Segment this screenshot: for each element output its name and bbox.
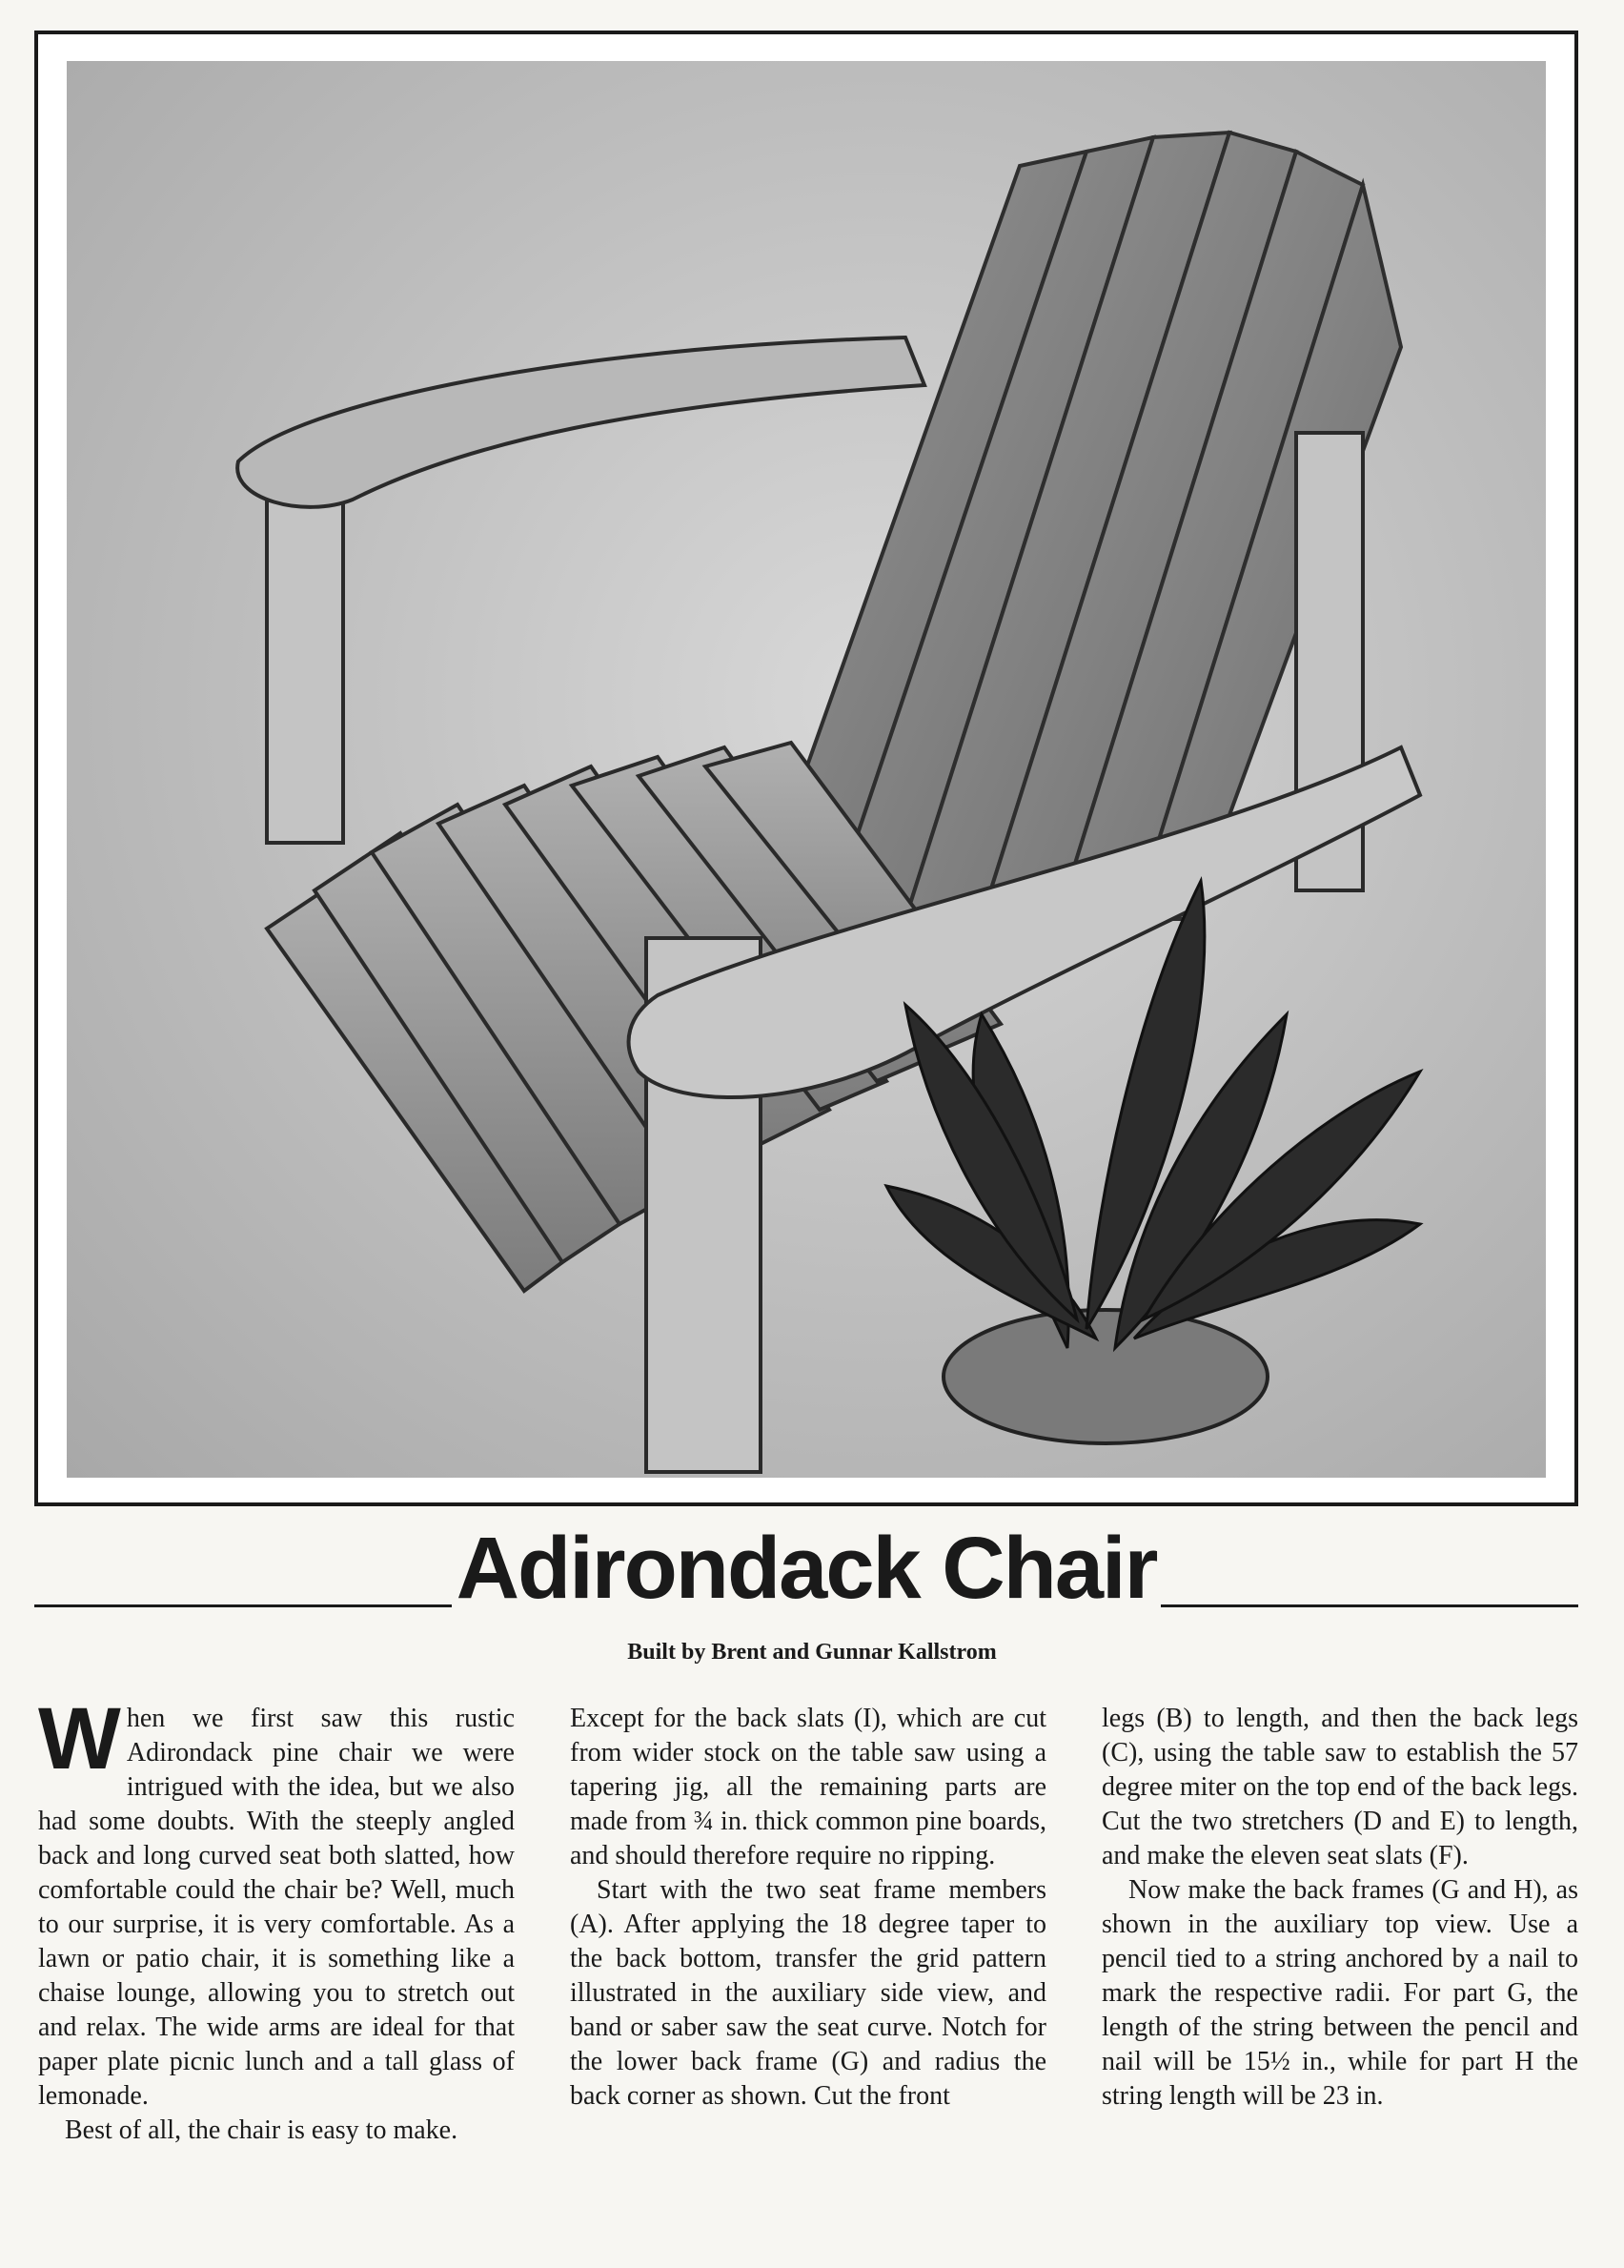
paragraph: legs (B) to length, and then the back legs (C), using the table saw to establish the 57 degree miter on the top end of the back legs. Cut the two stretchers (D and E) to length, and make the eleven seat slats (F). xyxy=(1102,1704,1578,1870)
byline: Built by Brent and Gunnar Kallstrom xyxy=(627,1640,997,1665)
paragraph xyxy=(38,1690,515,2114)
paragraph-text: hen we first saw this rustic Adirondack pine chair we were intrigued with the idea, but we also had some doubts. With the steeply angled back and long curved seat both slatted, how comfortable could the chair be? Well, much to our surprise, it is very comfortable. As a lawn or patio chair, it is something like a chaise lounge, allowing you to stretch out and relax. The wide arms are ideal for that paper plate picnic lunch and a tall glass of lemonade. xyxy=(38,1704,515,2111)
adirondack-chair-illustration xyxy=(67,61,1546,1478)
chair-photo xyxy=(67,61,1546,1478)
paragraph: Now make the back frames (G and H), as shown in the auxiliary top view. Use a pencil tied to a string anchored by a nail to mark the respective radii. For part G, the length of the string between the pencil and nail will be 15½ in., while for part H the string length will be 23 in. xyxy=(1102,1875,1578,2111)
drop-cap: W xyxy=(38,1690,121,1788)
paragraph: Except for the back slats (I), which are cut from wider stock on the table saw using a tapering jig, all the remaining parts are made from ¾ in. thick common pine boards, and should therefore require no ripping. xyxy=(570,1704,1046,1870)
article-column-1 xyxy=(38,1690,515,2148)
page-title: Adirondack Chair xyxy=(456,1520,1157,1617)
left-arm xyxy=(237,337,924,507)
paragraph: Start with the two seat frame members (A). After applying the 18 degree taper to the back bottom, transfer the grid pattern illustrated in the auxiliary side view, and band or saber saw the seat curve. Notch for the lower back frame (G) and radius the back corner as shown. Cut the front xyxy=(570,1875,1046,2111)
paragraph: Best of all, the chair is easy to make. xyxy=(65,2115,458,2145)
article-column-3 xyxy=(1102,1702,1578,2114)
title-row xyxy=(34,1516,1578,1621)
article-column-2 xyxy=(570,1702,1046,2114)
title-rule-right xyxy=(1161,1604,1578,1607)
plant-pot xyxy=(944,1310,1268,1443)
photo-frame xyxy=(34,31,1578,1506)
